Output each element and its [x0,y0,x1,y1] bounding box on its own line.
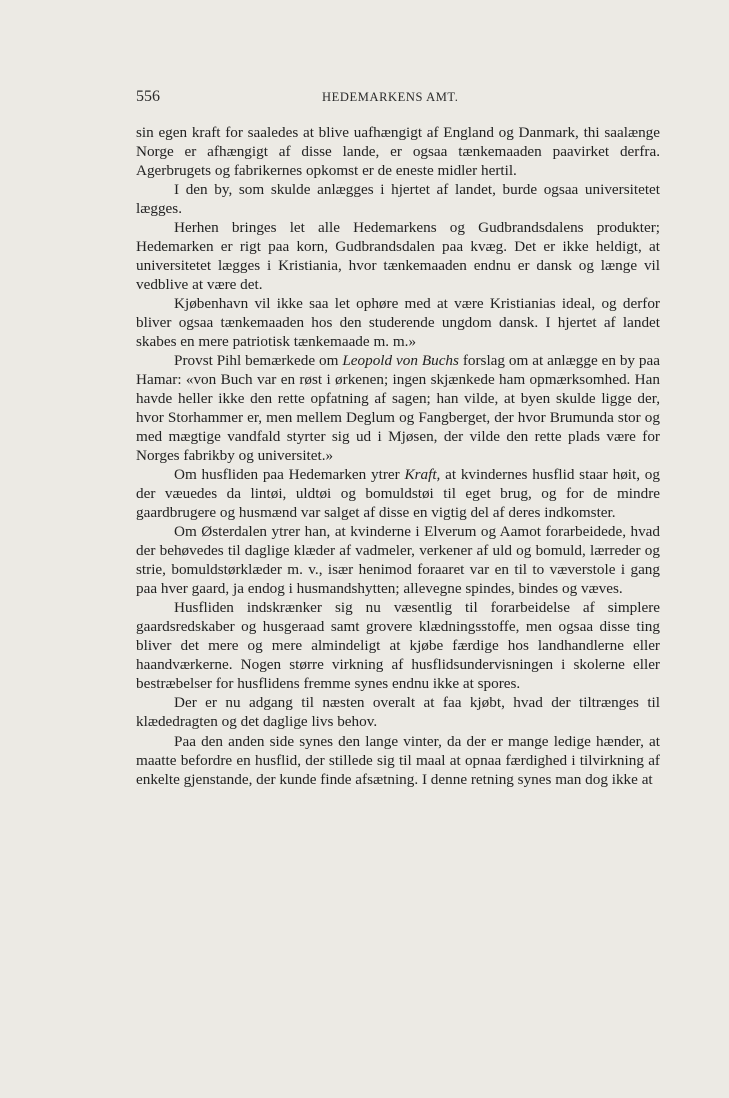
italic-name: Leopold von Buchs [342,352,459,370]
paragraph: sin egen kraft for saaledes at blive uafhængigt af England og Danmark, thi saalænge Norge er afhængigt af disse lande, er ogsaa tænkemaaden paavirket derfra. Agerbrugets og fabrikernes opkomst er de eneste midler hertil. [136,124,660,180]
running-title: HEDEMARKENS AMT. [322,90,459,104]
paragraph [136,465,660,522]
paragraph: Paa den anden side synes den lange vinter, da der er mange ledige hænder, at maatte befordre en husflid, der stillede sig til maal at opnaa færdighed i tilvirkning af enkelte gjenstande, der kunde finde afsætning. I denne retning synes man dog ikke at [136,732,660,788]
paragraph: Husfliden indskrænker sig nu væsentlig til forarbeidelse af simplere gaardsredskaber og husgeraad samt grovere klædningsstoffe, men ogsaa disse ting bliver det mere og mere almindeligt at kjøbe færdige hos landhandlerne eller haandværkerne. Nogen større virkning af husflidsundervisningen i skolerne eller bestræbelser for husflidens fremme synes endnu ikke at spores. [136,599,660,693]
italic-name: Kraft, [404,466,441,484]
paragraph: Herhen bringes let alle Hedemarkens og Gudbrandsdalens produkter; Hedemarken er rigt paa korn, Gudbrandsdalen paa kvæg. Det er ikke heldigt, at universitetet lægges i Kristiania, hvor tænkemaaden endnu er dansk og længe vil vedblive at være det. [136,219,660,294]
text-run: forslag om at anlægge en by paa Hamar: «von Buch var en røst i ørkenen; ingen skjænkede ham opmærksomhed. Han havde heller ikke den rette opfatning af sagen; han vilde, at byen skulde ligge der, hvor Storhammer er, men mellem Deglum og Fangberget, der hvor Brumunda stor og med mægtige vandfald styrter sig ud i Mjøsen, der vilde den rette plads være for Norges fabrikby og universitet.» [136,352,660,465]
paragraph: Kjøbenhavn vil ikke saa let ophøre med at være Kristianias ideal, og derfor bliver ogsaa tænkemaaden hos den studerende ungdom dansk. I hjertet af landet skabes en mere patriotisk tænkemaade m. m.» [136,295,660,351]
paragraph [136,351,660,465]
text-run: Provst Pihl bemærkede om [174,352,343,370]
page-header [136,88,660,108]
text-run: at kvindernes husflid staar høit, og der væuedes da lintøi, uldtøi og bomuldstøi til eget brug, og for de mindre gaardbrugere og husmænd var salget af disse en vigtig del af deres indkomster. [136,466,660,522]
paragraph: Om Østerdalen ytrer han, at kvinderne i Elverum og Aamot forarbeidede, hvad der behøvedes til daglige klæder af vadmeler, verkener af uld og bomuld, lærreder og strie, bomuldstørklæder m. v., især henimod foraaret var en til to væverstole i gang paa hver gaard, ja endog i husmandshytten; allevegne spindes, bindes og væves. [136,523,660,598]
page-number: 556 [136,88,160,105]
paragraph: Der er nu adgang til næsten overalt at faa kjøbt, hvad der tiltrænges til klædedragten og det daglige livs behov. [136,694,660,731]
body-text [136,123,660,789]
text-run: Om husfliden paa Hedemarken ytrer [174,466,405,484]
paragraph: I den by, som skulde anlægges i hjertet af landet, burde ogsaa universitetet lægges. [136,181,660,218]
